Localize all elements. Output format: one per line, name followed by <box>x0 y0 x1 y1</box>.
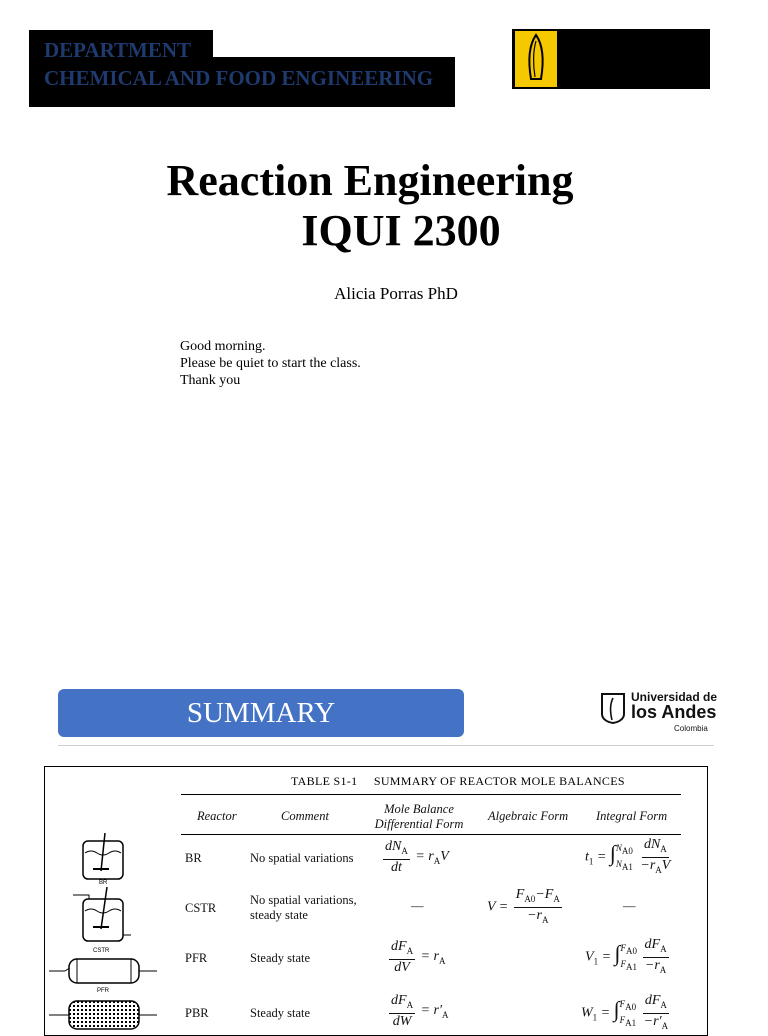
row-comment-br: No spatial variations <box>250 851 354 865</box>
row-reactor-pfr: PFR <box>185 951 208 965</box>
uniandes-shield-icon <box>598 692 628 724</box>
uniandes-logo <box>598 690 718 736</box>
eq-pbr-differential: $\frac{dF_A}{dW}$ = $r'_A$ <box>391 993 449 1029</box>
department-label: DEPARTMENT <box>44 38 192 62</box>
eq-pfr-integral: $V_1$ = ∫ $F_{A0}$ $F_{A1}$ $\frac{dF_A}{-r_A}$ <box>585 937 667 975</box>
message-line-2: Please be quiet to start the class. <box>180 356 361 371</box>
uniandes-name-line1: Universidad de <box>631 690 718 704</box>
pbr-diagram <box>49 997 159 1033</box>
eq-pfr-differential: $\frac{dF_A}{dV}$ = $r_A$ <box>391 939 446 975</box>
mole-balance-table <box>44 766 708 1036</box>
diagram-label-pfr: PFR <box>97 988 109 994</box>
row-comment-cstr-2: steady state <box>250 908 308 922</box>
header-integral-form: Integral Form <box>596 809 668 823</box>
row-comment-cstr-1: No spatial variations, <box>250 893 357 907</box>
university-shield-icon <box>515 31 557 87</box>
diagram-label-br: BR <box>99 880 108 886</box>
row-reactor-cstr: CSTR <box>185 901 217 915</box>
header-algebraic-form: Algebraic Form <box>488 809 569 823</box>
table-top-rule <box>181 794 681 795</box>
row-comment-pbr: Steady state <box>250 1006 311 1020</box>
eq-br-differential: $\frac{dN_A}{dt}$ = $r_AV$ <box>385 839 449 875</box>
department-name: CHEMICAL AND FOOD ENGINEERING <box>44 66 434 90</box>
cstr-diagram <box>69 885 133 947</box>
header-mole-balance: Mole Balance <box>384 802 454 816</box>
row-comment-pfr: Steady state <box>250 951 311 965</box>
header-differential-form: Differential Form <box>374 817 464 831</box>
diagram-label-cstr: CSTR <box>93 948 110 954</box>
message-line-1: Good morning. <box>180 339 266 354</box>
cstr-differential-dash: — <box>411 899 424 913</box>
eq-br-integral: $t_1$ = ∫ $N_{A0}$ $N_{A1}$ $\frac{dN_A}{-r_AV}$ <box>585 837 671 875</box>
table-caption: TABLE S1-1 SUMMARY OF REACTOR MOLE BALANCES <box>291 774 625 788</box>
uniandes-name-line2: los Andes <box>631 702 717 722</box>
header-comment: Comment <box>281 809 329 823</box>
divider-line <box>58 745 714 746</box>
uniandes-country: Colombia <box>674 724 708 733</box>
header-reactor: Reactor <box>197 809 237 823</box>
eq-cstr-algebraic: V = $\frac{F_{A0}-F_A}{-r_A}$ <box>487 887 560 925</box>
author-name: Alicia Porras PhD <box>334 284 458 303</box>
cstr-integral-dash: — <box>623 899 636 913</box>
message-line-3: Thank you <box>180 373 241 388</box>
row-reactor-br: BR <box>185 851 202 865</box>
eq-pbr-integral: $W_1$ = ∫ $F_{A0}$ $F_{A1}$ $\frac{dF_A}{-r'_A}$ <box>581 993 669 1031</box>
row-reactor-pbr: PBR <box>185 1006 209 1020</box>
course-code: IQUI 2300 <box>301 206 501 255</box>
course-title: Reaction Engineering <box>166 156 574 205</box>
summary-banner: SUMMARY <box>58 689 464 737</box>
table-header-rule <box>181 834 681 835</box>
pfr-diagram <box>49 955 159 987</box>
